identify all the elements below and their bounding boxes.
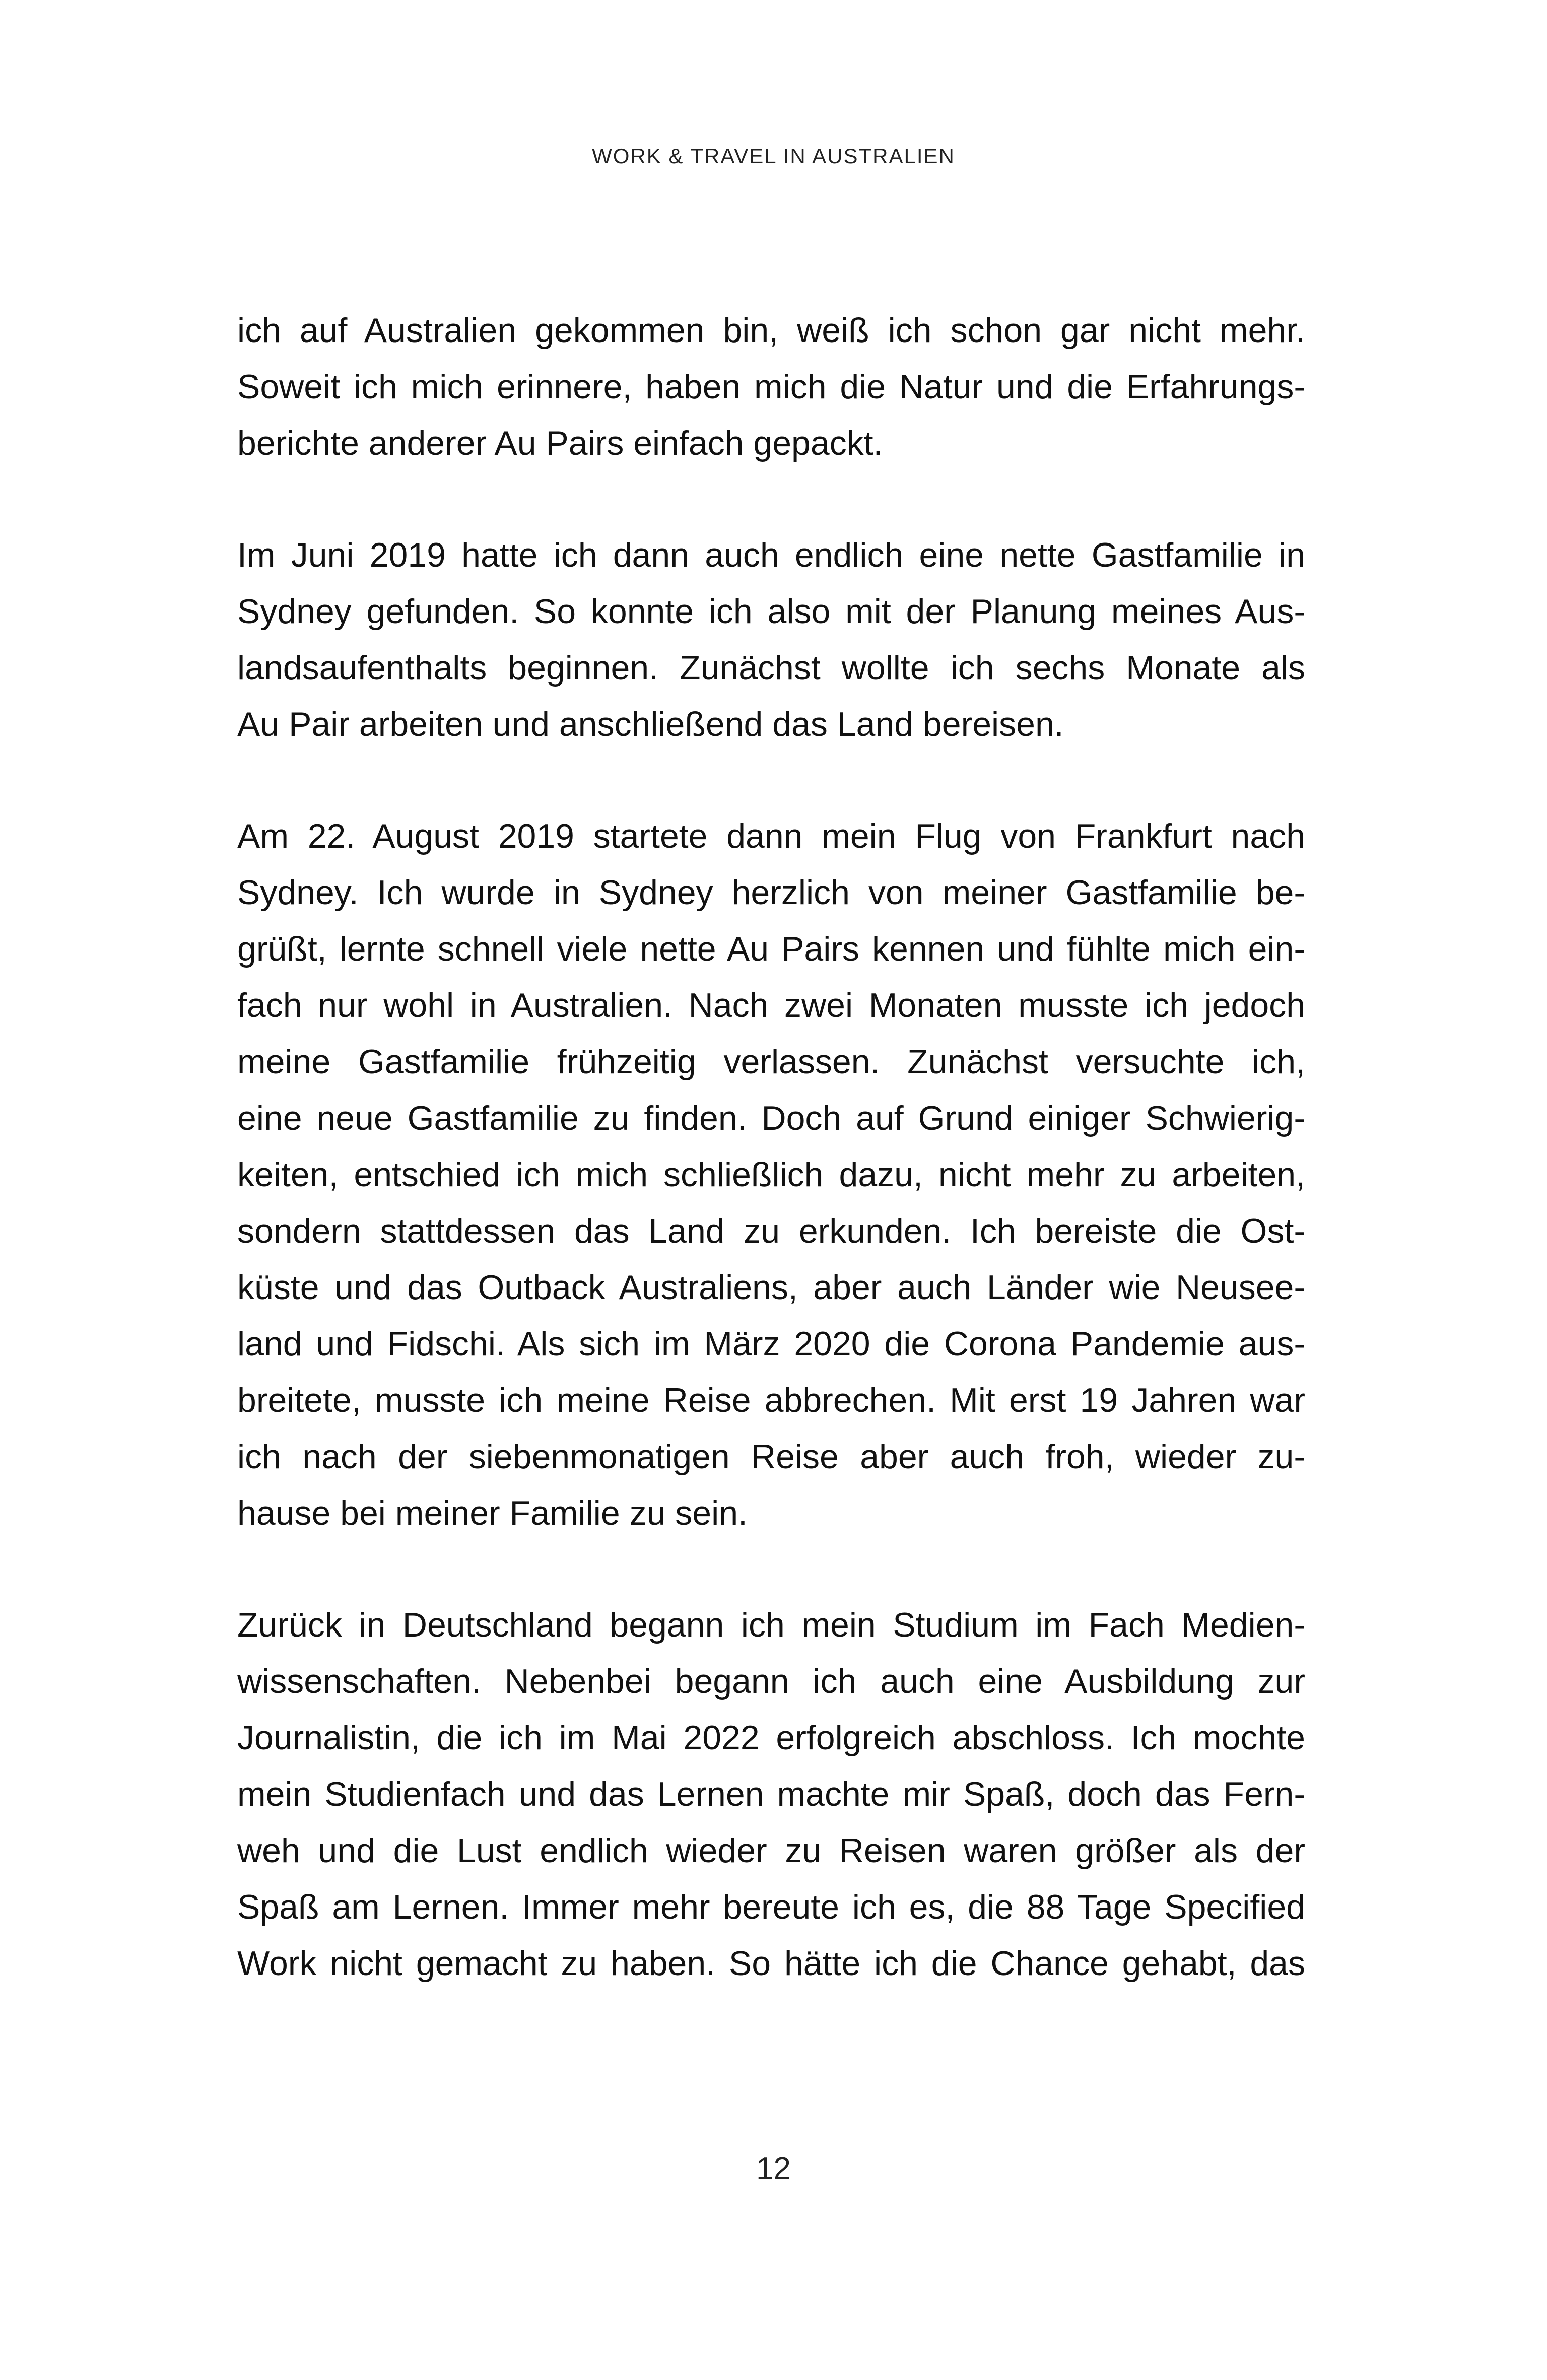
body-text [237, 302, 1305, 1992]
text-line: küste und das Outback Australiens, aber auch Länder wie Neusee- [237, 1268, 1305, 1307]
text-line: Work nicht gemacht zu haben. So hätte ich die Chance gehabt, das [237, 1944, 1305, 1983]
text-line: fach nur wohl in Australien. Nach zwei Monaten musste ich jedoch [237, 986, 1305, 1025]
text-line: Spaß am Lernen. Immer mehr bereute ich es, die 88 Tage Specified [237, 1888, 1305, 1926]
text-line: Im Juni 2019 hatte ich dann auch endlich eine nette Gastfamilie in [237, 536, 1305, 574]
paragraph [237, 527, 1305, 753]
text-line: Zurück in Deutschland begann ich mein Studium im Fach Medien- [237, 1606, 1305, 1644]
text-line: keiten, entschied ich mich schließlich dazu, nicht mehr zu arbeiten, [237, 1155, 1305, 1194]
text-line: breitete, musste ich meine Reise abbrechen. Mit erst 19 Jahren war [237, 1381, 1305, 1419]
text-line: mein Studienfach und das Lernen machte mir Spaß, doch das Fern- [237, 1775, 1305, 1813]
text-line: grüßt, lernte schnell viele nette Au Pairs kennen und fühlte mich ein- [237, 930, 1305, 968]
paragraph-spacer [237, 1541, 1305, 1597]
text-line: ich nach der siebenmonatigen Reise aber auch froh, wieder zu- [237, 1438, 1305, 1476]
page-number: 12 [756, 2151, 791, 2186]
text-line: ich auf Australien gekommen bin, weiß ich schon gar nicht mehr. [237, 311, 1305, 350]
text-line: wissenschaften. Nebenbei begann ich auch eine Ausbildung zur [237, 1662, 1305, 1701]
text-line: Sydney. Ich wurde in Sydney herzlich von meiner Gastfamilie be- [237, 873, 1305, 912]
text-line: eine neue Gastfamilie zu finden. Doch auf Grund einiger Schwierig- [237, 1099, 1305, 1137]
text-line: hause bei meiner Familie zu sein. [237, 1494, 748, 1532]
paragraph [237, 808, 1305, 1541]
text-line: Sydney gefunden. So konnte ich also mit der Planung meines Aus- [237, 592, 1305, 631]
text-line: weh und die Lust endlich wieder zu Reisen waren größer als der [237, 1831, 1305, 1870]
paragraph [237, 302, 1305, 471]
text-line: Au Pair arbeiten und anschließend das Land bereisen. [237, 705, 1064, 743]
paragraph-spacer [237, 471, 1305, 527]
text-line: Am 22. August 2019 startete dann mein Flug von Frankfurt nach [237, 817, 1305, 855]
text-line: Journalistin, die ich im Mai 2022 erfolgreich abschloss. Ich mochte [237, 1719, 1305, 1757]
text-line: Soweit ich mich erinnere, haben mich die Natur und die Erfahrungs- [237, 368, 1305, 406]
text-line: sondern stattdessen das Land zu erkunden. Ich bereiste die Ost- [237, 1212, 1305, 1250]
paragraph [237, 1597, 1305, 1992]
text-line: berichte anderer Au Pairs einfach gepackt. [237, 424, 883, 462]
text-line: meine Gastfamilie frühzeitig verlassen. Zunächst versuchte ich, [237, 1043, 1305, 1081]
paragraph-spacer [237, 753, 1305, 808]
running-header: WORK & TRAVEL IN AUSTRALIEN [592, 144, 955, 168]
text-line: landsaufenthalts beginnen. Zunächst wollte ich sechs Monate als [237, 649, 1305, 687]
text-line: land und Fidschi. Als sich im März 2020 die Corona Pandemie aus- [237, 1325, 1305, 1363]
